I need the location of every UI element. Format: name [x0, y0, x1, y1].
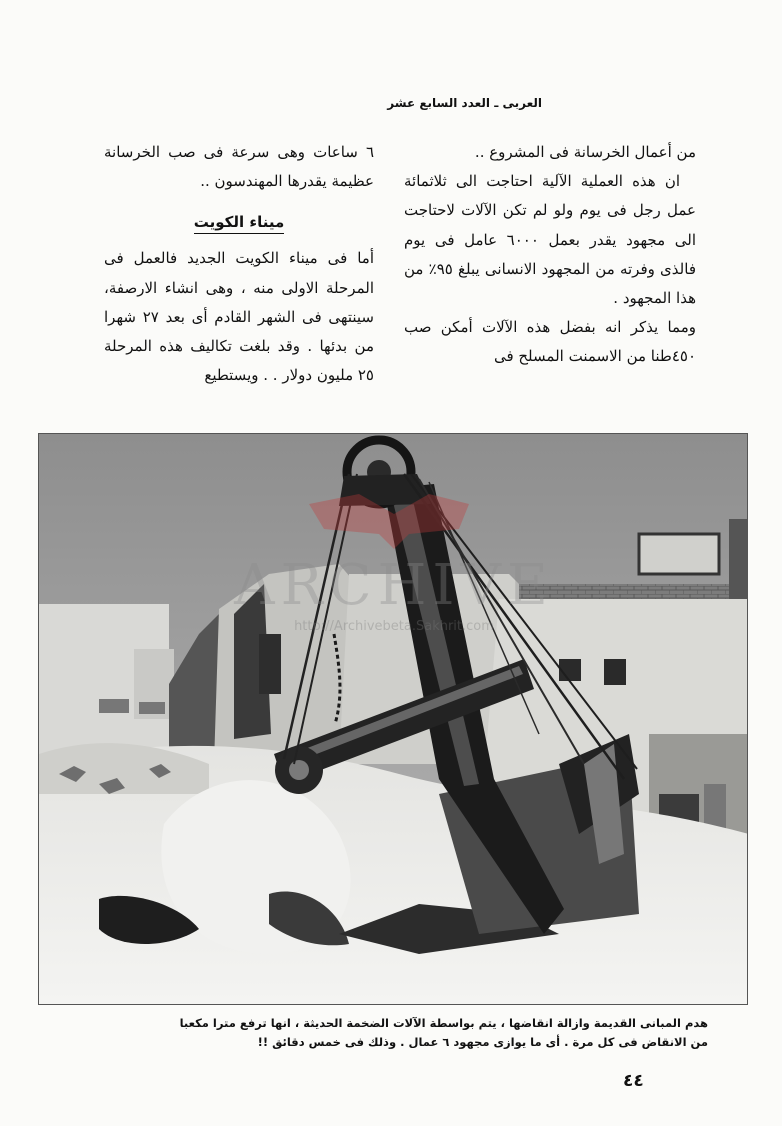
section-subheading: [104, 210, 374, 234]
section-subheading-text: ميناء الكويت: [194, 213, 284, 234]
caption-line: هدم المبانى القديمة وازالة انقاضها ، يتم بواسطة الآلات الضخمة الحديثة ، انها ترفع مترا مكعبا: [179, 1016, 708, 1030]
watermark-title: ARCHIVE: [234, 553, 554, 618]
paragraph: ٦ ساعات وهى سرعة فى صب الخرسانة عظيمة يقدرها المهندسون ..: [104, 143, 374, 191]
text-column-right: [404, 138, 696, 372]
paragraph: من أعمال الخرسانة فى المشروع ..: [474, 143, 696, 161]
paragraph: ومما يذكر انه بفضل هذه الآلات أمكن صب ٤٥٠طنا من الاسمنت المسلح فى: [404, 318, 696, 366]
paragraph: أما فى ميناء الكويت الجديد فالعمل فى المرحلة الاولى منه ، وهى انشاء الارصفة، سينتهى فى الشهر القادم أى بعد ٢٧ شهرا من بدئها . وقد بلغت تكاليف هذه المرحلة ٢٥ مليون دولار . . ويستطيع: [104, 249, 374, 385]
running-header: العربى ـ العدد السابع عشر: [387, 96, 542, 110]
text-column-left: [104, 138, 374, 390]
page-number: ٤٤: [623, 1071, 644, 1091]
paragraph: ان هذه العملية الآلية احتاجت الى ثلاثمائة عمل رجل فى يوم ولو لم تكن الآلات لاحتاجت الى مجهود يقدر بعمل ٦٠٠٠ عامل فى يوم فالذى وفرته من المجهود الانسانى يبلغ ٩٥٪ من هذا المجهود .: [404, 172, 696, 308]
photo-caption: [72, 1014, 708, 1052]
caption-line: من الانقاض فى كل مرة . أى ما يوازى مجهود ٦ عمال . وذلك فى خمس دقائق !!: [257, 1035, 708, 1049]
demolition-photo: [38, 433, 748, 1005]
watermark-url: http://Archivebeta.Sakhrit.com: [294, 619, 494, 634]
excavator-scene-image: [39, 434, 748, 1005]
